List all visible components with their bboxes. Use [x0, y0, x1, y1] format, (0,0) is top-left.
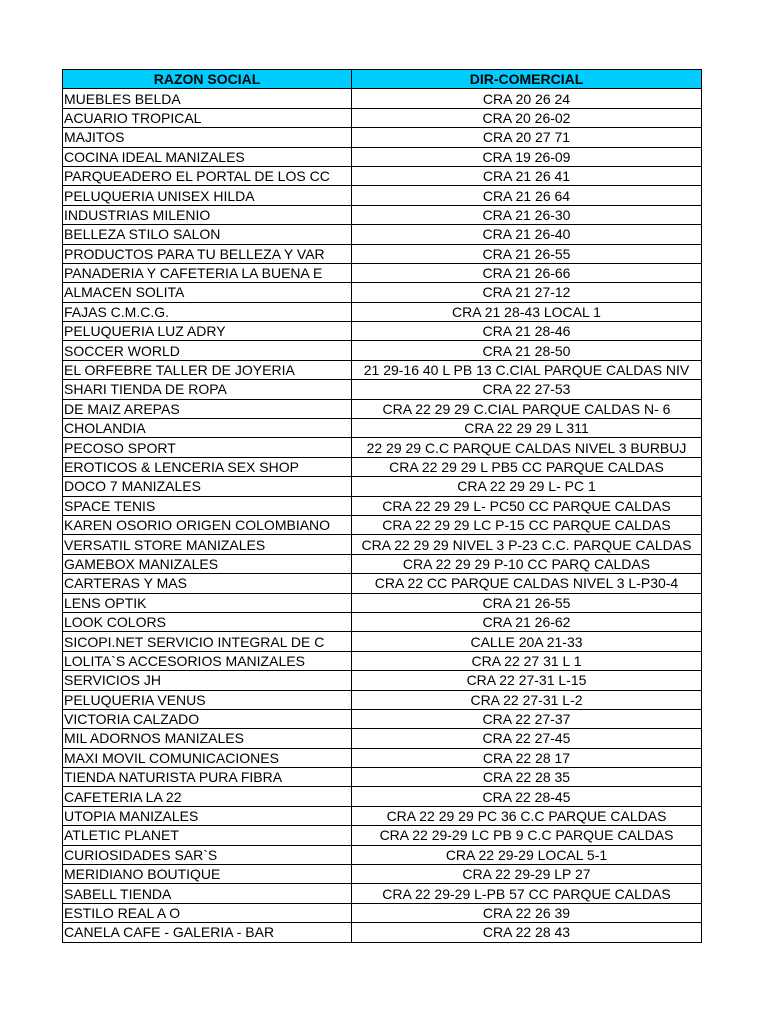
- table-row: [63, 205, 702, 224]
- cell-dir-comercial: [352, 302, 702, 321]
- table-row: [63, 496, 702, 515]
- cell-dir-comercial: [352, 806, 702, 825]
- cell-dir-comercial-text: CRA 22 29-29 LOCAL 5-1: [445, 846, 608, 863]
- cell-razon-social: PARQUEADERO EL PORTAL DE LOS CC: [63, 166, 352, 185]
- cell-dir-comercial-text: CRA 21 28-46: [482, 323, 571, 340]
- cell-dir-comercial-text: CRA 22 29 29 NIVEL 3 P-23 C.C. PARQUE CALDAS: [361, 536, 692, 553]
- cell-dir-comercial-text: CRA 22 29 29 L- PC50 CC PARQUE CALDAS: [382, 497, 671, 514]
- cell-dir-comercial-text: CRA 22 29 29 L PB5 CC PARQUE CALDAS: [389, 459, 664, 475]
- table-row: [63, 535, 702, 554]
- cell-razon-social: KAREN OSORIO ORIGEN COLOMBIANO: [63, 515, 352, 534]
- cell-dir-comercial: [352, 360, 702, 379]
- cell-dir-comercial: [352, 166, 702, 185]
- table-row: [63, 419, 702, 438]
- cell-dir-comercial: [352, 632, 702, 651]
- cell-dir-comercial-text: CRA 22 29 29 L- PC 1: [457, 478, 596, 495]
- cell-razon-social: MUEBLES BELDA: [63, 89, 352, 108]
- table-row: [63, 651, 702, 670]
- cell-dir-comercial-text: CRA 22 CC PARQUE CALDAS NIVEL 3 L-P30-4: [374, 575, 679, 592]
- cell-dir-comercial-text: CRA 21 26 41: [482, 168, 571, 185]
- cell-dir-comercial: [352, 515, 702, 534]
- header-razon-social: RAZON SOCIAL: [63, 70, 352, 89]
- cell-razon-social: SABELL TIENDA: [63, 884, 352, 903]
- table-row: [63, 845, 702, 864]
- cell-razon-social: FAJAS C.M.C.G.: [63, 302, 352, 321]
- cell-dir-comercial-text: CRA 21 26-62: [482, 614, 571, 631]
- header-dir-comercial: DIR-COMERCIAL: [352, 70, 702, 89]
- cell-dir-comercial-text: CRA 22 28-45: [482, 788, 571, 805]
- cell-dir-comercial-text: CRA 22 28 17: [482, 749, 571, 766]
- cell-razon-social: ESTILO REAL A O: [63, 903, 352, 922]
- table-row: [63, 593, 702, 612]
- table-row: [63, 147, 702, 166]
- cell-dir-comercial: [352, 671, 702, 690]
- cell-razon-social: ATLETIC PLANET: [63, 826, 352, 845]
- table-row: [63, 865, 702, 884]
- table-row: [63, 923, 702, 942]
- cell-razon-social: CANELA CAFE - GALERIA - BAR: [63, 923, 352, 942]
- cell-dir-comercial: [352, 496, 702, 515]
- cell-razon-social: GAMEBOX MANIZALES: [63, 554, 352, 573]
- table-row: [63, 748, 702, 767]
- cell-dir-comercial: [352, 225, 702, 244]
- cell-dir-comercial: [352, 709, 702, 728]
- cell-razon-social: LOLITA`S ACCESORIOS MANIZALES: [63, 651, 352, 670]
- cell-dir-comercial: [352, 574, 702, 593]
- cell-dir-comercial-text: CRA 20 26-02: [482, 109, 571, 126]
- cell-razon-social: COCINA IDEAL MANIZALES: [63, 147, 352, 166]
- table-row: [63, 360, 702, 379]
- table-row: [63, 263, 702, 282]
- cell-dir-comercial-text: CRA 21 26-55: [482, 245, 571, 262]
- table-row: [63, 283, 702, 302]
- cell-dir-comercial: [352, 89, 702, 108]
- cell-dir-comercial-text: 22 29 29 C.C PARQUE CALDAS NIVEL 3 BURBUJ: [366, 439, 687, 456]
- cell-razon-social: EL ORFEBRE TALLER DE JOYERIA: [63, 360, 352, 379]
- table-row: [63, 380, 702, 399]
- table-body: [63, 89, 702, 942]
- table-row: [63, 690, 702, 709]
- cell-dir-comercial-text: CRA 19 26-09: [482, 148, 571, 165]
- cell-dir-comercial-text: CRA 22 26 39: [482, 904, 571, 921]
- table-row: [63, 574, 702, 593]
- cell-dir-comercial-text: CRA 22 29 29 LC P-15 CC PARQUE CALDAS: [382, 517, 671, 534]
- cell-dir-comercial: [352, 593, 702, 612]
- table-row: [63, 399, 702, 418]
- cell-dir-comercial: [352, 186, 702, 205]
- cell-razon-social: MIL ADORNOS MANIZALES: [63, 729, 352, 748]
- cell-dir-comercial: [352, 205, 702, 224]
- table-row: [63, 729, 702, 748]
- table-row: [63, 884, 702, 903]
- cell-dir-comercial: [352, 322, 702, 341]
- cell-dir-comercial-text: CRA 21 27-12: [482, 284, 571, 301]
- cell-dir-comercial: [352, 419, 702, 438]
- cell-razon-social: MERIDIANO BOUTIQUE: [63, 865, 352, 884]
- cell-razon-social: PANADERIA Y CAFETERIA LA BUENA E: [63, 263, 352, 282]
- cell-dir-comercial: [352, 768, 702, 787]
- cell-razon-social: MAJITOS: [63, 128, 352, 147]
- cell-razon-social: CARTERAS Y MAS: [63, 574, 352, 593]
- cell-dir-comercial: [352, 729, 702, 748]
- table-row: [63, 632, 702, 651]
- cell-dir-comercial: [352, 457, 702, 476]
- spreadsheet-table-container: [62, 69, 701, 943]
- cell-razon-social: EROTICOS & LENCERIA SEX SHOP: [63, 457, 352, 476]
- table-row: [63, 186, 702, 205]
- cell-dir-comercial-text: CALLE 20A 21-33: [470, 633, 583, 650]
- table-row: [63, 515, 702, 534]
- cell-dir-comercial: [352, 147, 702, 166]
- cell-dir-comercial-text: CRA 22 27-31 L-2: [470, 691, 583, 708]
- cell-razon-social: UTOPIA MANIZALES: [63, 806, 352, 825]
- cell-dir-comercial-text: CRA 22 29-29 LP 27: [462, 866, 591, 883]
- cell-razon-social: SPACE TENIS: [63, 496, 352, 515]
- cell-dir-comercial-text: CRA 22 29 29 C.CIAL PARQUE CALDAS N- 6: [382, 400, 671, 417]
- cell-dir-comercial: [352, 244, 702, 263]
- cell-razon-social: CHOLANDIA: [63, 419, 352, 438]
- cell-razon-social: VICTORIA CALZADO: [63, 709, 352, 728]
- cell-dir-comercial: [352, 535, 702, 554]
- cell-dir-comercial: [352, 903, 702, 922]
- table-row: [63, 554, 702, 573]
- cell-razon-social: SERVICIOS JH: [63, 671, 352, 690]
- table-row: [63, 438, 702, 457]
- cell-dir-comercial: [352, 690, 702, 709]
- cell-dir-comercial-text: CRA 21 28-43 LOCAL 1: [452, 303, 601, 320]
- table-row: [63, 225, 702, 244]
- cell-dir-comercial-text: CRA 21 26 64: [482, 187, 571, 204]
- cell-dir-comercial: [352, 554, 702, 573]
- table-row: [63, 322, 702, 341]
- table-row: [63, 457, 702, 476]
- table-row: [63, 89, 702, 108]
- cell-dir-comercial-text: CRA 22 27 31 L 1: [471, 652, 582, 669]
- cell-dir-comercial: [352, 263, 702, 282]
- cell-razon-social: LOOK COLORS: [63, 612, 352, 631]
- table-row: [63, 108, 702, 127]
- cell-dir-comercial-text: CRA 22 29 29 L 311: [464, 420, 589, 437]
- table-row: [63, 128, 702, 147]
- cell-razon-social: BELLEZA STILO SALON: [63, 225, 352, 244]
- cell-dir-comercial-text: 21 29-16 40 L PB 13 C.CIAL PARQUE CALDAS NIV: [363, 362, 690, 379]
- cell-dir-comercial-text: CRA 22 29-29 LC PB 9 C.C PARQUE CALDAS: [379, 827, 674, 844]
- cell-dir-comercial: [352, 380, 702, 399]
- cell-razon-social: DOCO 7 MANIZALES: [63, 477, 352, 496]
- cell-dir-comercial: [352, 748, 702, 767]
- table-row: [63, 671, 702, 690]
- cell-razon-social: INDUSTRIAS MILENIO: [63, 205, 352, 224]
- table-row: [63, 787, 702, 806]
- cell-razon-social: CURIOSIDADES SAR`S: [63, 845, 352, 864]
- cell-dir-comercial-text: CRA 21 26-55: [482, 594, 571, 611]
- table-row: [63, 244, 702, 263]
- cell-dir-comercial: [352, 845, 702, 864]
- cell-dir-comercial: [352, 477, 702, 496]
- cell-dir-comercial-text: CRA 21 26-40: [482, 226, 571, 243]
- header-row: [63, 70, 702, 89]
- cell-dir-comercial-text: CRA 20 27 71: [482, 129, 571, 146]
- cell-razon-social: PELUQUERIA VENUS: [63, 690, 352, 709]
- cell-razon-social: SICOPI.NET SERVICIO INTEGRAL DE C: [63, 632, 352, 651]
- cell-razon-social: TIENDA NATURISTA PURA FIBRA: [63, 768, 352, 787]
- cell-dir-comercial-text: CRA 21 26-30: [482, 206, 571, 223]
- table-row: [63, 166, 702, 185]
- cell-dir-comercial-text: CRA 22 28 35: [482, 769, 571, 786]
- cell-dir-comercial: [352, 865, 702, 884]
- cell-razon-social: DE MAIZ AREPAS: [63, 399, 352, 418]
- cell-dir-comercial-text: CRA 22 27-37: [482, 711, 571, 728]
- cell-dir-comercial-text: CRA 22 29-29 L-PB 57 CC PARQUE CALDAS: [382, 885, 671, 902]
- cell-dir-comercial: [352, 923, 702, 942]
- cell-dir-comercial: [352, 128, 702, 147]
- table-row: [63, 477, 702, 496]
- cell-razon-social: VERSATIL STORE MANIZALES: [63, 535, 352, 554]
- table-row: [63, 341, 702, 360]
- cell-dir-comercial-text: CRA 21 26-66: [482, 265, 571, 282]
- table-row: [63, 709, 702, 728]
- cell-razon-social: CAFETERIA LA 22: [63, 787, 352, 806]
- cell-dir-comercial: [352, 438, 702, 457]
- cell-dir-comercial-text: CRA 21 28-50: [482, 342, 571, 359]
- cell-razon-social: SHARI TIENDA DE ROPA: [63, 380, 352, 399]
- cell-dir-comercial-text: CRA 22 29 29 PC 36 C.C PARQUE CALDAS: [386, 808, 667, 825]
- cell-razon-social: ALMACEN SOLITA: [63, 283, 352, 302]
- table-row: [63, 826, 702, 845]
- table-row: [63, 903, 702, 922]
- cell-dir-comercial-text: CRA 22 27-53: [482, 381, 571, 398]
- cell-dir-comercial-text: CRA 22 27-31 L-15: [466, 672, 587, 689]
- cell-dir-comercial-text: CRA 22 27-45: [482, 730, 571, 747]
- cell-dir-comercial: [352, 283, 702, 302]
- business-directory-table: [62, 69, 702, 943]
- cell-dir-comercial-text: CRA 22 28 43: [482, 924, 571, 941]
- cell-dir-comercial-text: CRA 22 29 29 P-10 CC PARQ CALDAS: [402, 555, 651, 572]
- cell-dir-comercial-text: CRA 20 26 24: [482, 90, 571, 107]
- table-row: [63, 612, 702, 631]
- cell-razon-social: MAXI MOVIL COMUNICACIONES: [63, 748, 352, 767]
- cell-dir-comercial: [352, 399, 702, 418]
- cell-dir-comercial: [352, 612, 702, 631]
- table-row: [63, 768, 702, 787]
- cell-razon-social: PECOSO SPORT: [63, 438, 352, 457]
- cell-dir-comercial: [352, 787, 702, 806]
- cell-razon-social: SOCCER WORLD: [63, 341, 352, 360]
- cell-dir-comercial: [352, 108, 702, 127]
- cell-razon-social: PELUQUERIA LUZ ADRY: [63, 322, 352, 341]
- cell-razon-social: LENS OPTIK: [63, 593, 352, 612]
- cell-dir-comercial: [352, 341, 702, 360]
- cell-dir-comercial: [352, 651, 702, 670]
- table-row: [63, 806, 702, 825]
- cell-razon-social: ACUARIO TROPICAL: [63, 108, 352, 127]
- table-row: [63, 302, 702, 321]
- cell-razon-social: PRODUCTOS PARA TU BELLEZA Y VAR: [63, 244, 352, 263]
- cell-dir-comercial: [352, 826, 702, 845]
- cell-dir-comercial: [352, 884, 702, 903]
- cell-razon-social: PELUQUERIA UNISEX HILDA: [63, 186, 352, 205]
